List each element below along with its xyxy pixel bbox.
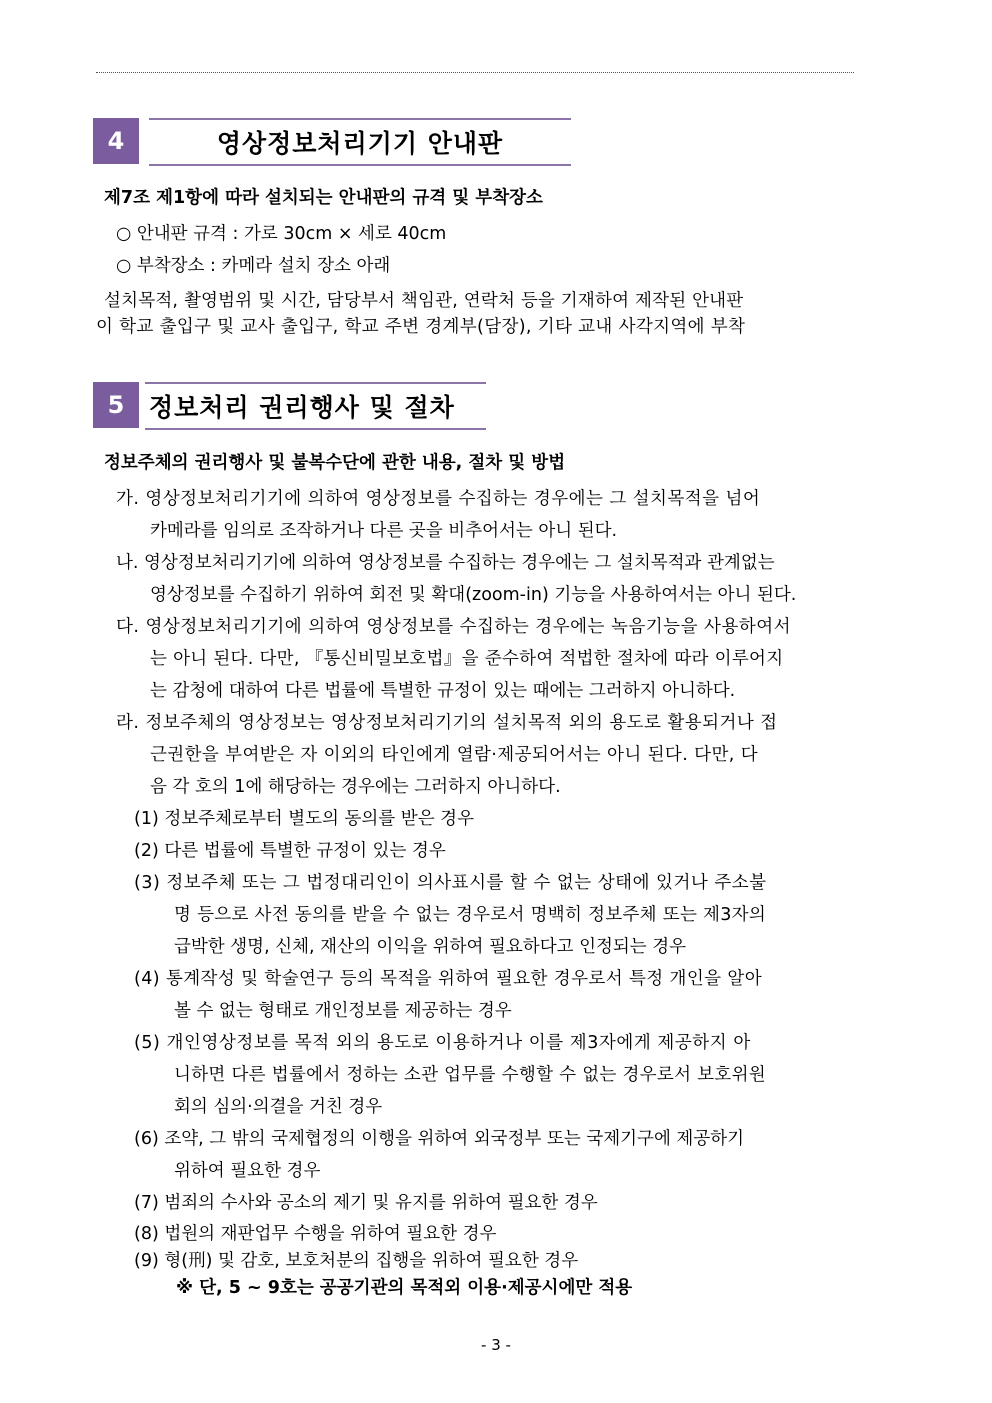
sub-item-cont: 명 등으로 사전 동의를 받을 수 없는 경우로서 명백히 정보주체 또는 제3자의 <box>174 905 767 925</box>
section-number: 4 <box>93 118 139 164</box>
sub-item: (9) 형(刑) 및 감호, 보호처분의 집행을 위하여 필요한 경우 <box>134 1251 579 1271</box>
sub-item: (8) 법원의 재판업무 수행을 위하여 필요한 경우 <box>134 1224 497 1244</box>
section-title-text: 정보처리 권리행사 및 절차 <box>149 393 455 422</box>
list-item: 다. 영상정보처리기기에 의하여 영상정보를 수집하는 경우에는 녹음기능을 사용하여서 <box>116 617 792 637</box>
paragraph-line: 설치목적, 촬영범위 및 시간, 담당부서 책임관, 연락처 등을 기재하여 제작된 안내판 <box>104 291 744 311</box>
sub-item: (1) 정보주체로부터 별도의 동의를 받은 경우 <box>134 809 474 829</box>
section-5-subtitle: 정보주체의 권리행사 및 불복수단에 관한 내용, 절차 및 방법 <box>104 453 566 473</box>
list-item: ○ 안내판 규격 : 가로 30cm × 세로 40cm <box>116 224 447 244</box>
section-4-subtitle: 제7조 제1항에 따라 설치되는 안내판의 규격 및 부착장소 <box>104 188 543 208</box>
section-title-text: 영상정보처리기기 안내판 <box>216 129 504 158</box>
list-item: ○ 부착장소 : 카메라 설치 장소 아래 <box>116 256 391 276</box>
header-divider <box>96 72 854 73</box>
list-item-cont: 는 아니 된다. 다만, 『통신비밀보호법』을 준수하여 적법한 절차에 따라 이루어지 <box>150 649 784 669</box>
paragraph-line: 이 학교 출입구 및 교사 출입구, 학교 주변 경계부(담장), 기타 교내 사각지역에 부착 <box>96 317 746 337</box>
sub-item-cont: 급박한 생명, 신체, 재산의 이익을 위하여 필요하다고 인정되는 경우 <box>174 937 687 957</box>
list-item-cont: 는 감청에 대하여 다른 법률에 특별한 규정이 있는 때에는 그러하지 아니하다. <box>150 681 736 701</box>
sub-item-cont: 볼 수 없는 형태로 개인정보를 제공하는 경우 <box>174 1001 512 1021</box>
section-4-header <box>93 118 571 164</box>
section-number: 5 <box>93 382 139 428</box>
list-item-cont: 영상정보를 수집하기 위하여 회전 및 확대(zoom-in) 기능을 사용하여서는 아니 된다. <box>150 585 797 605</box>
list-item-cont: 음 각 호의 1에 해당하는 경우에는 그러하지 아니하다. <box>150 777 561 797</box>
sub-item: (3) 정보주체 또는 그 법정대리인이 의사표시를 할 수 없는 상태에 있거나 주소불 <box>134 873 767 893</box>
section-title <box>145 382 486 430</box>
list-item-cont: 근권한을 부여받은 자 이외의 타인에게 열람·제공되어서는 아니 된다. 다만, 다 <box>150 745 759 765</box>
section-title <box>149 118 571 166</box>
list-item-cont: 카메라를 임의로 조작하거나 다른 곳을 비추어서는 아니 된다. <box>150 521 618 541</box>
list-item: 가. 영상정보처리기기에 의하여 영상정보를 수집하는 경우에는 그 설치목적을 넘어 <box>116 489 761 509</box>
list-item: 라. 정보주체의 영상정보는 영상정보처리기기의 설치목적 외의 용도로 활용되거나 접 <box>116 713 778 733</box>
sub-item: (6) 조약, 그 밖의 국제협정의 이행을 위하여 외국정부 또는 국제기구에 제공하기 <box>134 1129 745 1149</box>
sub-item-cont: 니하면 다른 법률에서 정하는 소관 업무를 수행할 수 없는 경우로서 보호위원 <box>174 1065 766 1085</box>
note: ※ 단, 5 ~ 9호는 공공기관의 목적외 이용·제공시에만 적용 <box>176 1278 633 1298</box>
page-number: - 3 - <box>481 1336 511 1354</box>
sub-item: (5) 개인영상정보를 목적 외의 용도로 이용하거나 이를 제3자에게 제공하지 아 <box>134 1033 751 1053</box>
sub-item: (2) 다른 법률에 특별한 규정이 있는 경우 <box>134 841 446 861</box>
section-5-header <box>93 382 482 428</box>
sub-item: (4) 통계작성 및 학술연구 등의 목적을 위하여 필요한 경우로서 특정 개인을 알아 <box>134 969 763 989</box>
sub-item-cont: 회의 심의·의결을 거친 경우 <box>174 1097 383 1117</box>
sub-item-cont: 위하여 필요한 경우 <box>174 1161 321 1181</box>
sub-item: (7) 범죄의 수사와 공소의 제기 및 유지를 위하여 필요한 경우 <box>134 1193 598 1213</box>
list-item: 나. 영상정보처리기기에 의하여 영상정보를 수집하는 경우에는 그 설치목적과 관계없는 <box>116 553 775 573</box>
